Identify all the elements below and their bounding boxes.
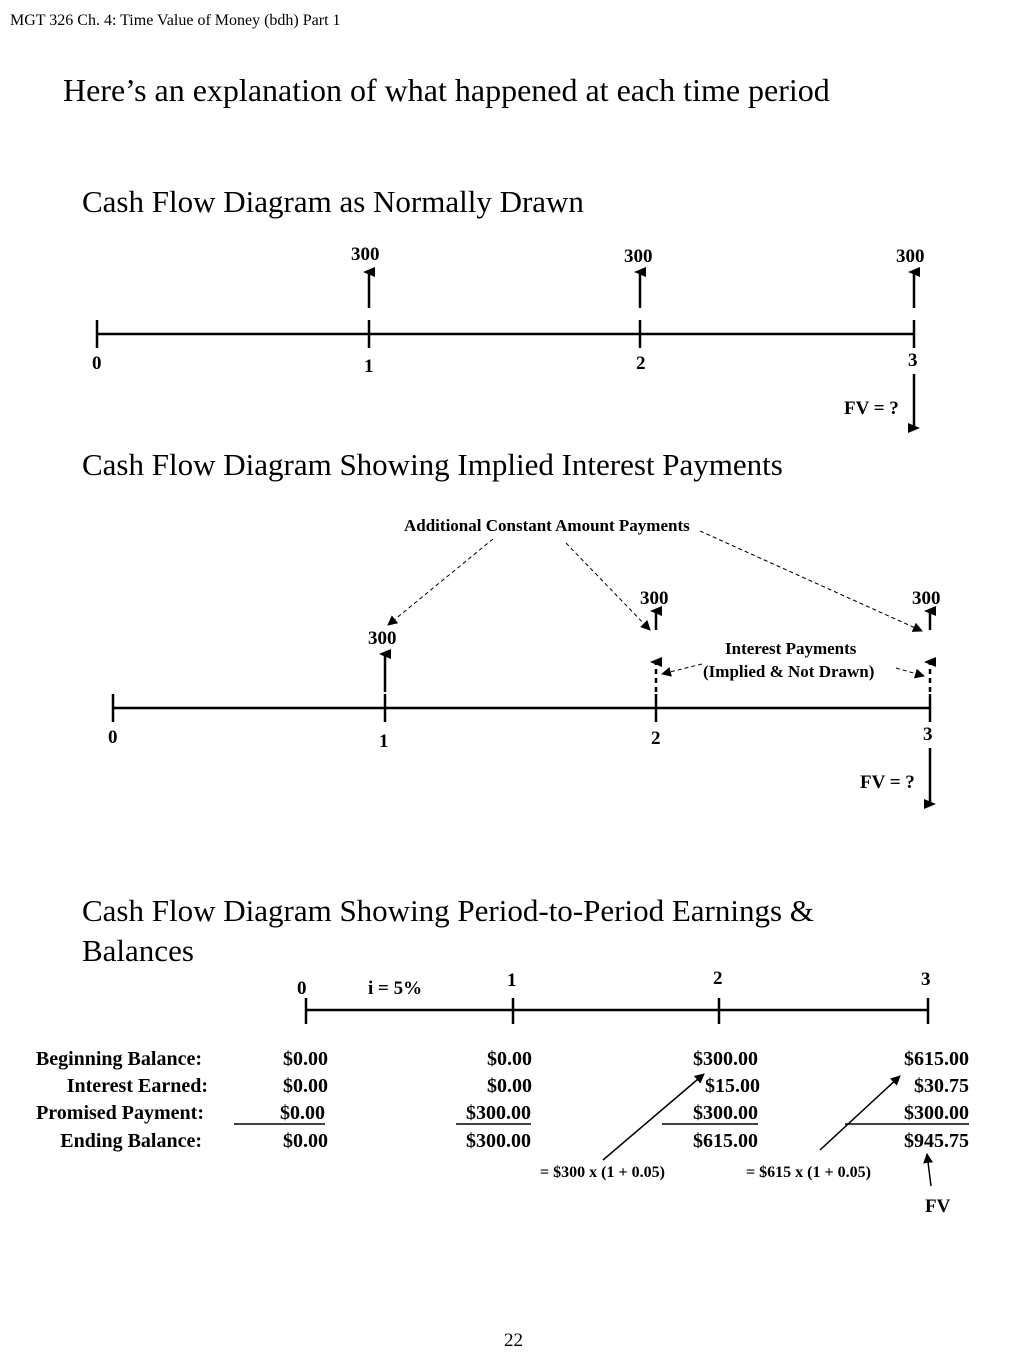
diagram2-interest-sublabel: (Implied & Not Drawn) (703, 662, 875, 681)
diagram1-payment-label: 300 (624, 246, 653, 267)
diagram1-payment-label: 300 (351, 244, 380, 265)
diagram2-interest-label: Interest Payments (725, 639, 857, 658)
diagram2-period-label: 1 (379, 731, 389, 752)
table-cell: $0.00 (487, 1048, 532, 1070)
table-cell: $615.00 (904, 1048, 969, 1070)
diagram2-period-label: 0 (108, 727, 118, 748)
table-cell: $300.00 (693, 1102, 758, 1124)
diagram1-payment-arrows (369, 272, 914, 428)
diagram1-period-label: 0 (92, 353, 102, 374)
diagram3-period-label: 0 (297, 978, 307, 999)
diagram1-period-label: 1 (364, 356, 374, 377)
diagram2-timeline (113, 694, 930, 722)
diagram3-fv-label: FV (925, 1196, 951, 1217)
formula-label: = $615 x (1 + 0.05) (746, 1164, 871, 1181)
page-title: Here’s an explanation of what happened at each time period (63, 72, 830, 108)
table-cell: $300.00 (904, 1102, 969, 1124)
diagram1-heading: Cash Flow Diagram as Normally Drawn (82, 184, 584, 219)
diagram2-period-label: 2 (651, 728, 661, 749)
table-cell: $0.00 (283, 1130, 328, 1152)
table-cell: $300.00 (466, 1102, 531, 1124)
diagram3-period-label: 3 (921, 969, 931, 990)
table-cell: $0.00 (487, 1075, 532, 1097)
diagram2-fv-label: FV = ? (860, 772, 915, 793)
table-cell: $945.75 (904, 1130, 969, 1152)
diagram3-timeline (306, 998, 928, 1024)
diagram1-period-label: 2 (636, 353, 646, 374)
diagram2-callout-label: Additional Constant Amount Payments (404, 516, 690, 535)
formula-label: = $300 x (1 + 0.05) (540, 1164, 665, 1181)
diagram2-payment-label: 300 (368, 628, 397, 649)
diagram1-period-label: 3 (908, 350, 918, 371)
diagram3-heading: Cash Flow Diagram Showing Period-to-Period Earnings & (82, 893, 814, 928)
diagram3-rate-label: i = 5% (368, 978, 423, 999)
table-cell: $300.00 (693, 1048, 758, 1070)
table-cell: $15.00 (705, 1075, 760, 1097)
row-label-interest-earned: Interest Earned: (66, 1075, 208, 1097)
table-cell: $30.75 (914, 1075, 969, 1097)
table-cell: $0.00 (283, 1048, 328, 1070)
diagram3-heading-cont: Balances (82, 933, 194, 968)
diagram2-period-label: 3 (923, 724, 933, 745)
diagram1-payment-label: 300 (896, 246, 925, 267)
table-cell: $300.00 (466, 1130, 531, 1152)
table-cell: $615.00 (693, 1130, 758, 1152)
row-label-promised-payment: Promised Payment: (36, 1102, 204, 1124)
row-label-ending-balance: Ending Balance: (60, 1130, 202, 1152)
table-cell: $0.00 (280, 1102, 325, 1124)
page-header: MGT 326 Ch. 4: Time Value of Money (bdh) Part 1 (10, 12, 341, 29)
diagram2-payment-label: 300 (640, 588, 669, 609)
diagram3-period-label: 2 (713, 968, 723, 989)
page-number: 22 (504, 1330, 523, 1351)
diagram2-heading: Cash Flow Diagram Showing Implied Interest Payments (82, 447, 783, 482)
row-label-beginning-balance: Beginning Balance: (35, 1048, 202, 1070)
diagram3-period-label: 1 (507, 970, 517, 991)
diagram2-payment-label: 300 (912, 588, 941, 609)
diagram1-timeline (97, 320, 914, 348)
diagram1-fv-label: FV = ? (844, 398, 899, 419)
table-cell: $0.00 (283, 1075, 328, 1097)
